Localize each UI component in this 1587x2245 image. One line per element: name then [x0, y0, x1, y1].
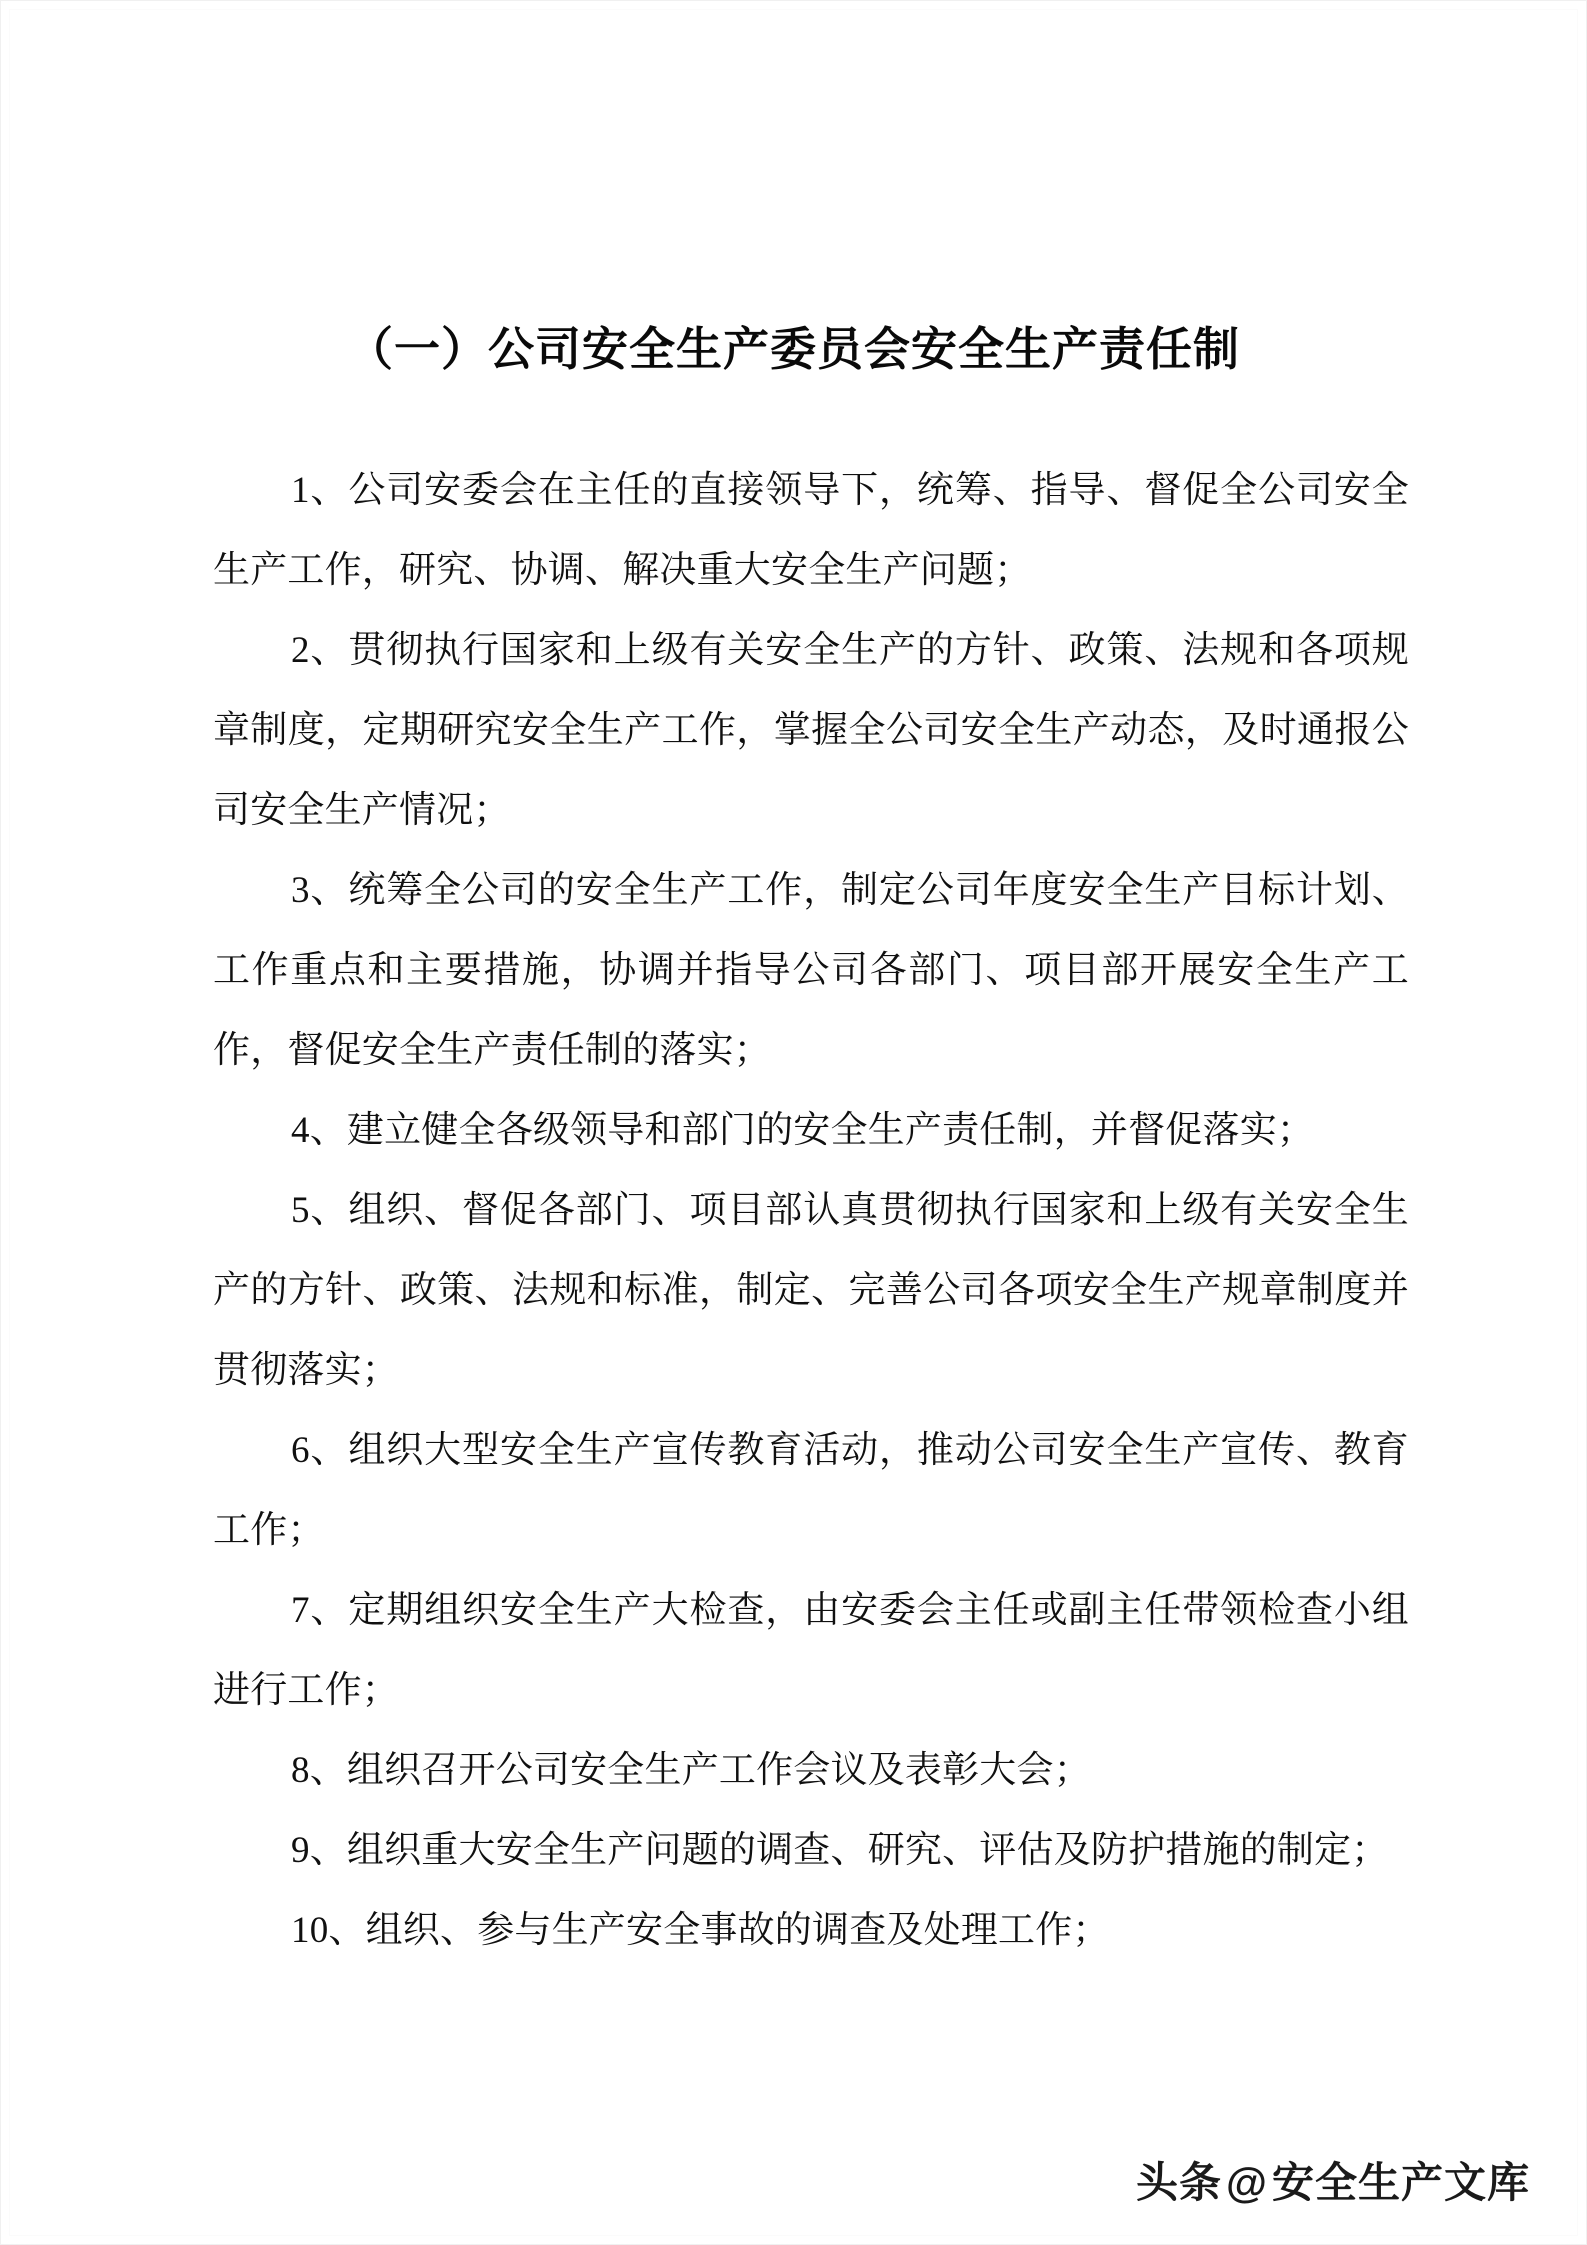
clause-paragraph-5: 5、组织、督促各部门、项目部认真贯彻执行国家和上级有关安全生产的方针、政策、法规和标准，制定、完善公司各项安全生产规章制度并贯彻落实； [213, 1190, 1409, 1391]
clause-paragraph-6: 6、组织大型安全生产宣传教育活动，推动公司安全生产宣传、教育工作； [213, 1430, 1409, 1551]
clause-paragraph-8: 8、组织召开公司安全生产工作会议及表彰大会； [291, 1750, 1091, 1791]
clause-paragraph-7: 7、定期组织安全生产大检查，由安委会主任或副主任带领检查小组进行工作； [213, 1590, 1409, 1711]
watermark-account: 安全生产文库 [1271, 2159, 1530, 2206]
clause-paragraph-4: 4、建立健全各级领导和部门的安全生产责任制，并督促落实； [291, 1110, 1315, 1151]
clause-paragraph-10: 10、组织、参与生产安全事故的调查及处理工作； [291, 1910, 1110, 1951]
watermark [1136, 2156, 1530, 2210]
clause-paragraph-9: 9、组织重大安全生产问题的调查、研究、评估及防护措施的制定； [291, 1830, 1389, 1871]
clause-paragraph-3: 3、统筹全公司的安全生产工作，制定公司年度安全生产目标计划、工作重点和主要措施，协调并指导公司各部门、项目部开展安全生产工作，督促安全生产责任制的落实； [213, 870, 1409, 1071]
page-title: （一）公司安全生产委员会安全生产责任制 [347, 322, 1240, 375]
watermark-brand: 头条 [1136, 2159, 1223, 2206]
clause-paragraph-2: 2、贯彻执行国家和上级有关安全生产的方针、政策、法规和各项规章制度，定期研究安全生产工作，掌握全公司安全生产动态，及时通报公司安全生产情况； [213, 630, 1409, 831]
watermark-at-symbol: @ [1226, 2159, 1268, 2206]
clause-paragraph-1: 1、公司安委会在主任的直接领导下，统筹、指导、督促全公司安全生产工作，研究、协调、解决重大安全生产问题； [213, 470, 1409, 591]
document-body [213, 451, 1409, 1971]
